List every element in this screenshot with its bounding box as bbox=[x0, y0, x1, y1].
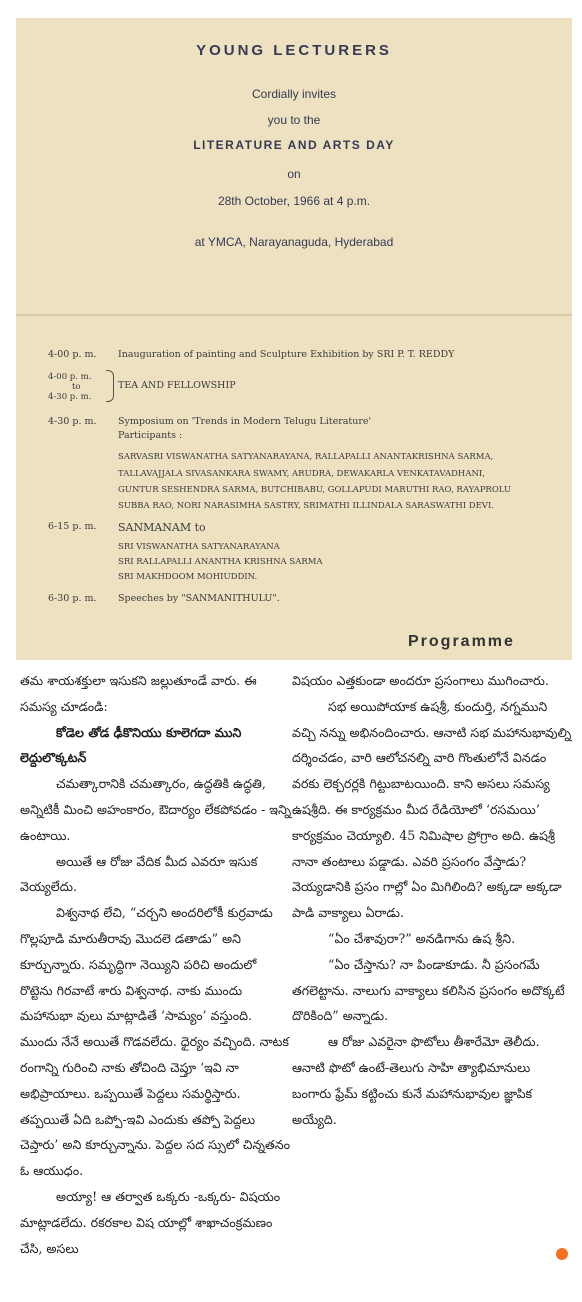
honouree: SRI MAKHDOOM MOHIUDDIN. bbox=[118, 572, 258, 582]
programme-item: Symposium on 'Trends in Modern Telugu Literature' bbox=[118, 416, 372, 427]
article-paragraph: కోడెల తోడ ఢీకొనియు కూలెగదా ముని లెద్దులొక్కటన్ bbox=[20, 724, 242, 766]
event-name: LITERATURE AND ARTS DAY bbox=[193, 138, 395, 152]
programme-item: Inauguration of painting and Sculpture Exhibition by SRI P. T. REDDY bbox=[118, 349, 455, 360]
programme-time: 4-00 p. m. bbox=[48, 372, 92, 382]
article-column-right bbox=[292, 668, 572, 1132]
article-paragraph: అయ్యా! ఆ తర్వాత ఒక్కరు -ఒక్కరు- విషయం మాట్లాడలేదు. రకరకాల విష యాల్లో శాఖాచంక్రమణం చేసి, అసలు bbox=[20, 1188, 281, 1256]
article-paragraph: తమ శాయశక్తులా ఇసుకని జల్లుతూండే వారు. ఈ సమస్య చూడండి: bbox=[20, 673, 257, 714]
programme-time: 4-30 p. m. bbox=[48, 392, 92, 402]
participants-line: GUNTUR SESHENDRA SARMA, BUTCHIBABU, GOLLAPUDI MARUTHI RAO, RAYAPROLU bbox=[118, 485, 512, 495]
participants-line: TALLAVAJJALA SIVASANKARA SWAMY, ARUDRA, DEWAKARLA VENKATAVADHANI, bbox=[118, 469, 485, 479]
article-paragraph: “ఏం చేస్తాను? నా పిండాకూడు. నీ ప్రసంగమే తగలెట్టాను. నాలుగు వాక్యాలు కలిసిన ప్రసంగం అదొక్కటే దొరికింది” అన్నాడు. bbox=[292, 956, 565, 1024]
card-title: YOUNG LECTURERS bbox=[196, 42, 392, 59]
invite-line-2: you to the bbox=[267, 113, 321, 127]
participants-line: SARVASRI VISWANATHA SATYANARAYANA, RALLAPALLI ANANTAKRISHNA SARMA, bbox=[118, 452, 494, 462]
honouree: SRI RALLAPALLI ANANTHA KRISHNA SARMA bbox=[118, 557, 323, 567]
end-of-article-mark bbox=[556, 1248, 568, 1260]
honouree: SRI VISWANATHA SATYANARAYANA bbox=[118, 542, 280, 552]
invite-on: on bbox=[287, 167, 301, 181]
programme-item: TEA AND FELLOWSHIP bbox=[118, 380, 236, 391]
programme-heading: Programme bbox=[408, 633, 515, 650]
article-paragraph: చమత్కారానికి చమత్కారం, ఉద్ధతికి ఉద్ధతి, అన్నిటికీ మించి అహంకారం, ఔదార్యం లేకపోవడం - ఇన్ని ఉంటాయి. bbox=[20, 776, 292, 843]
programme-time: 6-15 p. m. bbox=[48, 521, 97, 532]
article-paragraph: సభ అయిపోయాక ఉషశ్రీ, కుందుర్తి, నగ్నముని వచ్చి నన్ను అభినందించారు. ఆనాటి సభ మహానుభావుల్ని దర్శించడం, వారి ఆలోచనల్ని వారి గొంతులోనే వినడం వరకు లెక్చరర్లకి గిట్టుబాటయింది. కాని అసలు సమస్య ఉషశ్రీది. ఈ కార్యక్రమం మీద రేడియోలో ‘రసమయి’ కార్యక్రమం చెయ్యాలి. 45 నిమిషాల ప్రోగ్రాం అది. ఉషశ్రీ నానా తంటాలు పడ్డాడు. ఎవరి ప్రసంగం వేస్తాడు? వెయ్యడానికి ప్రసం గాల్లో ఏం మిగిలింది? అక్కడా అక్కడా పాడి వాక్యాలు ఏరాడు. bbox=[292, 698, 572, 921]
event-date: 28th October, 1966 at 4 p.m. bbox=[217, 194, 371, 208]
invitation-card bbox=[16, 18, 572, 660]
programme-item: SANMANAM to bbox=[118, 521, 206, 534]
article-paragraph: “ఏం చేశావురా?” అనడిగాను ఉష శ్రీని. bbox=[328, 930, 516, 946]
article-paragraph: విషయం ఎత్తకుండా అందరూ ప్రసంగాలు ముగించారు. bbox=[292, 673, 549, 688]
participants-line: SUBBA RAO, NORI NARASIMHA SASTRY, SRIMATHI ILLINDALA SARASWATHI DEVI. bbox=[118, 501, 495, 511]
participants-label: Participants : bbox=[118, 430, 183, 441]
invite-line-1: Cordially invites bbox=[251, 87, 337, 101]
article-column-left bbox=[20, 668, 292, 1261]
article-paragraph: ఆ రోజు ఎవరైనా ఫొటోలు తీశారేమో తెలీదు. ఆనాటి ఫొటో ఉంటే-తెలుగు సాహి త్యాభిమానులు బంగారు ఫ్రేమ్ కట్టించు కునే మహానుభావుల జ్ఞాపిక అయ్యేది. bbox=[292, 1034, 540, 1127]
article-paragraph: అయితే ఆ రోజు వేదిక మీద ఎవరూ ఇసుక వెయ్యలేదు. bbox=[20, 853, 258, 895]
time-bracket bbox=[106, 370, 114, 402]
programme-time: 4-30 p. m. bbox=[48, 416, 97, 427]
card-fold-line bbox=[16, 314, 572, 316]
programme-item: Speeches by "SANMANITHULU". bbox=[118, 593, 280, 604]
programme-time-to: to bbox=[72, 382, 81, 392]
programme-time: 4-00 p. m. bbox=[48, 349, 97, 360]
event-venue: at YMCA, Narayanaguda, Hyderabad bbox=[194, 235, 394, 249]
article-paragraph: విశ్వనాథ లేచి, “చర్చని అందరిలోకీ కుర్రవాడు గొల్లపూడి మారుతీరావు మొదలె డతాడు” అని కూర్చున్నారు. సమృద్ధిగా నెయ్యిని పరిచి అందులో రొట్టెను గిరవాటే శారు విశ్వనాథ. నాకు ముందు మహానుభా వులు మాట్లాడితే ‘సామ్యం’ వస్తుంది. ముందు నేనే అయితే గొడవలేదు. ధైర్యం వచ్చింది. నాటక రంగాన్ని గురించి నాకు తోచింది చెప్తూ ‘ఇవి నా అభిప్రాయాలు. ఒప్పయితే పెద్దలు సమర్థిస్తారు. తప్పయితే ఏది ఒప్పో-ఇవి ఎందుకు తప్పో పెద్దలు చెప్తారు’ అని కూర్చున్నాను. పెద్దల సద స్సులో చిన్నతనం ఓ ఆయుధం. bbox=[20, 905, 291, 1179]
programme-time: 6-30 p. m. bbox=[48, 593, 97, 604]
